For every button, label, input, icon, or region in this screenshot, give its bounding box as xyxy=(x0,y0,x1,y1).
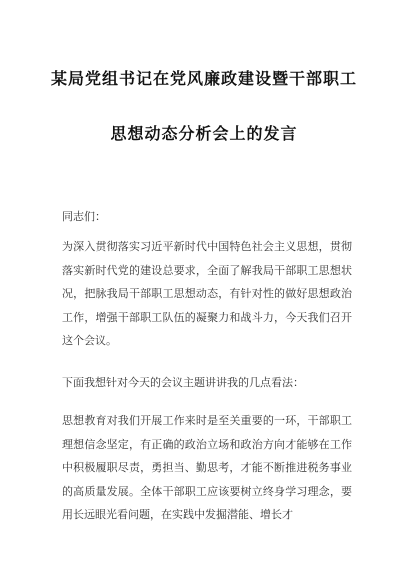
document-title-line-1: 某局党组书记在党风廉政建设暨干部职工 xyxy=(50,69,357,88)
body-paragraph-intro: 为深入贯彻落实习近平新时代中国特色社会主义思想，贯彻落实新时代党的建设总要求，全面了解我局干部职工思想状况，把脉我局干部职工思想动态，有针对性的做好思想政治工作，增强干部职工队伍的凝聚力和战斗力，今天我们召开这个会议。 xyxy=(62,240,352,347)
body-paragraph-transition: 下面我想针对今天的会议主题讲讲我的几点看法： xyxy=(62,376,304,389)
document-title-line-2: 思想动态分析会上的发言 xyxy=(110,124,298,143)
salutation: 同志们： xyxy=(62,210,106,223)
body-paragraph-ideology: 思想教育对我们开展工作来时是至关重要的一环，干部职工理想信念坚定，有正确的政治立场和政治方向才能够在工作中积极履职尽责，勇担当、勤思考，才能不断推进税务事业的高质量发展。全体干部职工应该要树立终身学习理念，要用长远眼光看问题，在实践中发掘潜能、增长才 xyxy=(62,414,352,521)
